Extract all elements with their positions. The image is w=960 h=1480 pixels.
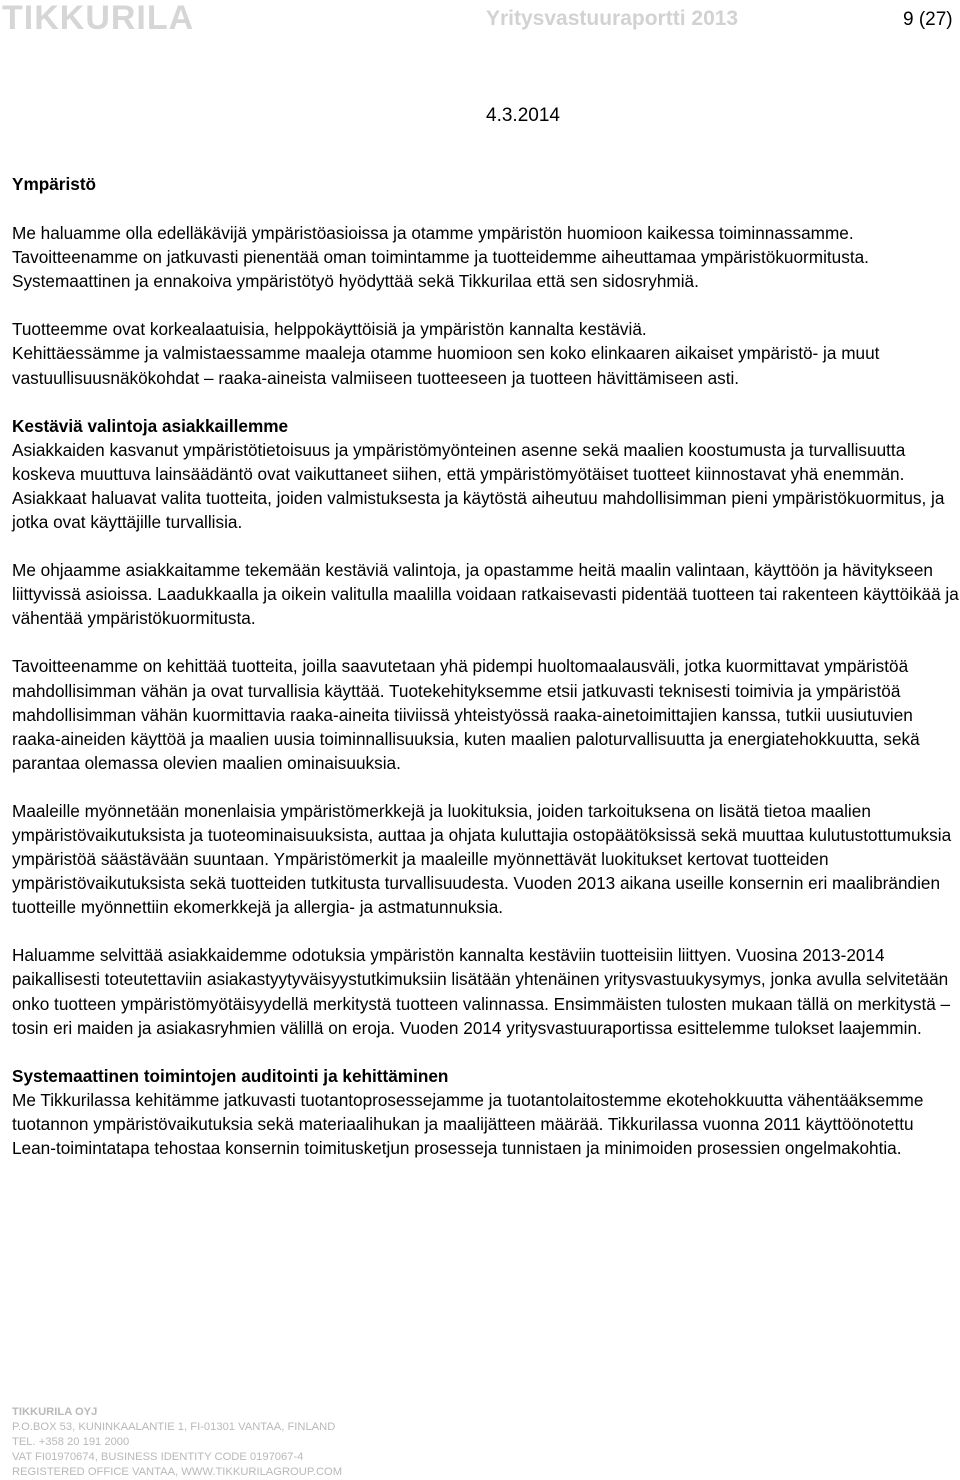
footer-address: P.O.BOX 53, KUNINKAALANTIE 1, FI-01301 VANTAA, FINLAND <box>12 1421 336 1433</box>
page-number: 9 (27) <box>903 9 953 30</box>
document-body <box>12 172 960 1160</box>
footer-vat: VAT FI01970674, BUSINESS IDENTITY CODE 0197067-4 <box>12 1451 304 1463</box>
sustainable-choices-heading: Kestäviä valintoja asiakkaillemme <box>12 415 289 436</box>
auditing-heading: Systemaattinen toimintojen auditointi ja kehittäminen <box>12 1065 449 1086</box>
sustainable-choices-paragraph-4: Maaleille myönnetään monenlaisia ympäristömerkkejä ja luokituksia, joiden tarkoituksena on lisätä tietoa maalien ympäristövaikutuksista ja tuoteominaisuuksista, auttaa ja ohjata kuluttajia ostopäätöksissä sekä muuttaa kulutustottumuksia ympäristöä säästävään suuntaan. Ympäristömerkit ja maaleille myönnettävät luokitukset kertovat tuotteiden ympäristövaikutuksista sekä tuotteiden tutkitusta turvallisuudesta. Vuoden 2013 aikana useille konsernin eri maalibrändien tuotteille myönnettiin ekomerkkejä ja allergia- ja astmatunnuksia. <box>12 800 952 918</box>
sustainable-choices-paragraph-1: Asiakkaiden kasvanut ympäristötietoisuus ja ympäristömyönteinen asenne sekä maalien koostumusta ja turvallisuutta koskeva muuttuva lainsäädäntö ovat vaikuttaneet siihen, että ympäristömyötäiset tuotteet kiinnostavat yhä enemmän. Asiakkaat haluavat valita tuotteita, joiden valmistuksesta ja käytöstä aiheutuu mahdollisimman pieni ympäristökuormitus, ja jotka ovat käyttäjille turvallisia. <box>12 439 945 533</box>
report-title: Yritysvastuuraportti 2013 <box>486 7 739 30</box>
footer-registered-office: REGISTERED OFFICE VANTAA, WWW.TIKKURILAGROUP.COM <box>12 1466 343 1478</box>
auditing-paragraph: Me Tikkurilassa kehitämme jatkuvasti tuotantoprosessejamme ja tuotantolaitostemme ekotehokkuutta vähentääksemme tuotannon ympäristövaikutuksia sekä materiaalihukan ja maalijätteen määrää. Tikkurilassa vuonna 2011 käyttöönotettu Lean-toimintatapa tehostaa konsernin toimitusketjun prosesseja tunnistaen ja minimoiden prosessien ongelmakohtia. <box>12 1089 924 1158</box>
document-date: 4.3.2014 <box>486 105 560 126</box>
intro-paragraph: Me haluamme olla edelläkävijä ympäristöasioissa ja otamme ympäristön huomioon kaikessa toiminnassamme. Tavoitteenamme on jatkuvasti pienentää oman toimintamme ja tuotteidemme aiheuttamaa ympäristökuormitusta. Systemaattinen ja ennakoiva ympäristötyö hyödyttää sekä Tikkurilaa että sen sidosryhmiä. <box>12 223 869 292</box>
sustainable-choices-paragraph-3: Tavoitteenamme on kehittää tuotteita, joilla saavutetaan yhä pidempi huoltomaalausväli, jotka kuormittavat ympäristöä mahdollisimman vähän ja ovat turvallisia käyttää. Tuotekehityksemme etsii jatkuvasti teknisesti toimivia ja ympäristöä mahdollisimman vähän kuormittavia raaka-aineita tiiviissä yhteistyössä raaka-ainetoimittajien kanssa, tutkii uusiutuvien raaka-aineiden käyttöä ja maalien uusia toiminnallisuuksia, kuten maalien paloturvallisuutta ja energiatehokkuutta, sekä parantaa olemassa olevien maalien ominaisuuksia. <box>12 656 920 773</box>
sustainable-choices-paragraph-5: Haluamme selvittää asiakkaidemme odotuksia ympäristön kannalta kestäviin tuotteisiin liittyen. Vuosina 2013-2014 paikallisesti toteutettaviin asiakastyytyväisyystutkimuksiin lisätään yhtenäinen yritysvastuukysymys, jonka avulla selvitetään onko tuotteen ympäristömyötäisyydellä merkitystä tuotteen valinnassa. Ensimmäisten tulosten mukaan tällä on merkitystä – tosin eri maiden ja asiakasryhmien välillä on eroja. Vuoden 2014 yritysvastuuraportissa esittelemme tulokset laajemmin. <box>12 945 951 1038</box>
products-lead-paragraph: Tuotteemme ovat korkealaatuisia, helppokäyttöisiä ja ympäristön kannalta kestäviä. <box>12 319 647 340</box>
section-title: Ympäristö <box>12 174 97 194</box>
products-paragraph: Kehittäessämme ja valmistaessamme maaleja otamme huomioon sen koko elinkaaren aikaiset ympäristö- ja muut vastuullisuusnäkökohdat – raaka-aineista valmiiseen tuotteeseen ja tuotteen hävittämiseen asti. <box>12 343 880 388</box>
company-footer <box>12 1405 342 1480</box>
footer-company-name: TIKKURILA OYJ <box>12 1406 98 1418</box>
sustainable-choices-paragraph-2: Me ohjaamme asiakkaitamme tekemään kestäviä valintoja, ja opastamme heitä maalin valintaan, käyttöön ja hävitykseen liittyvissä asioissa. Laadukkaalla ja oikein valitulla maalilla voidaan ratkaisevasti pidentää tuotteen tai rakenteen käyttöikää ja vähentää ympäristökuormitusta. <box>12 560 959 629</box>
tikkurila-logo: TIKKURILA <box>2 0 195 37</box>
footer-phone: TEL. +358 20 191 2000 <box>12 1436 130 1448</box>
